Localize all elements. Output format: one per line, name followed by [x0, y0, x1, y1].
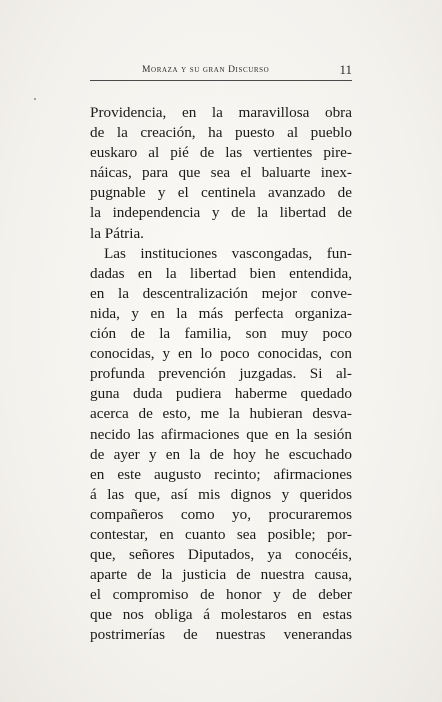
- text-line: á las que, así mis dignos y queridos: [90, 485, 352, 503]
- text-line: el compromiso de honor y de deber: [90, 586, 352, 604]
- text-line: profunda prevención juzgadas. Si al-: [90, 365, 352, 383]
- text-line: aparte de la justicia de nuestra causa,: [90, 566, 352, 584]
- text-line: dadas en la libertad bien entendida,: [90, 264, 352, 282]
- text-line: necido las afirmaciones que en la sesión: [90, 425, 352, 443]
- text-line: en la descentralización mejor conve-: [90, 284, 352, 302]
- text-line: nida, y en la más perfecta organiza-: [90, 304, 352, 322]
- paper-speck: [34, 98, 36, 100]
- text-line: de ayer y en la de hoy he escuchado: [90, 445, 352, 463]
- text-line: que nos obliga á molestaros en estas: [90, 606, 352, 624]
- header-rule: [90, 80, 352, 81]
- text-line: la independencia y de la libertad de: [90, 204, 352, 222]
- running-head-title: Moraza y su gran Discurso: [142, 65, 270, 75]
- text-line: ción de la familia, son muy poco: [90, 325, 352, 343]
- text-line: euskaro al pié de las vertientes pire-: [90, 144, 352, 162]
- text-line: compañeros como yo, procuraremos: [90, 505, 352, 523]
- text-line: postrimerías de nuestras venerandas: [90, 626, 352, 644]
- text-line: acerca de esto, me la hubieran desva-: [90, 405, 352, 423]
- text-line: contestar, en cuanto sea posible; por-: [90, 525, 352, 543]
- text-line: que, señores Diputados, ya conocéis,: [90, 546, 352, 564]
- running-head: [90, 62, 352, 80]
- text-line: conocidas, y en lo poco conocidas, con: [90, 345, 352, 363]
- text-line: pugnable y el centinela avanzado de: [90, 184, 352, 202]
- text-line: en este augusto recinto; afirmaciones: [90, 465, 352, 483]
- text-line: náicas, para que sea el baluarte inex-: [90, 164, 352, 182]
- text-line: Providencia, en la maravillosa obra: [90, 104, 352, 121]
- text-line: guna duda pudiera haberme quedado: [90, 385, 352, 403]
- text-line: Las instituciones vascongadas, fun-: [104, 244, 352, 262]
- text-line: de la creación, ha puesto al pueblo: [90, 124, 352, 142]
- page-number: 11: [339, 62, 352, 77]
- text-line: la Pátria.: [90, 224, 144, 242]
- body-text: [90, 103, 352, 646]
